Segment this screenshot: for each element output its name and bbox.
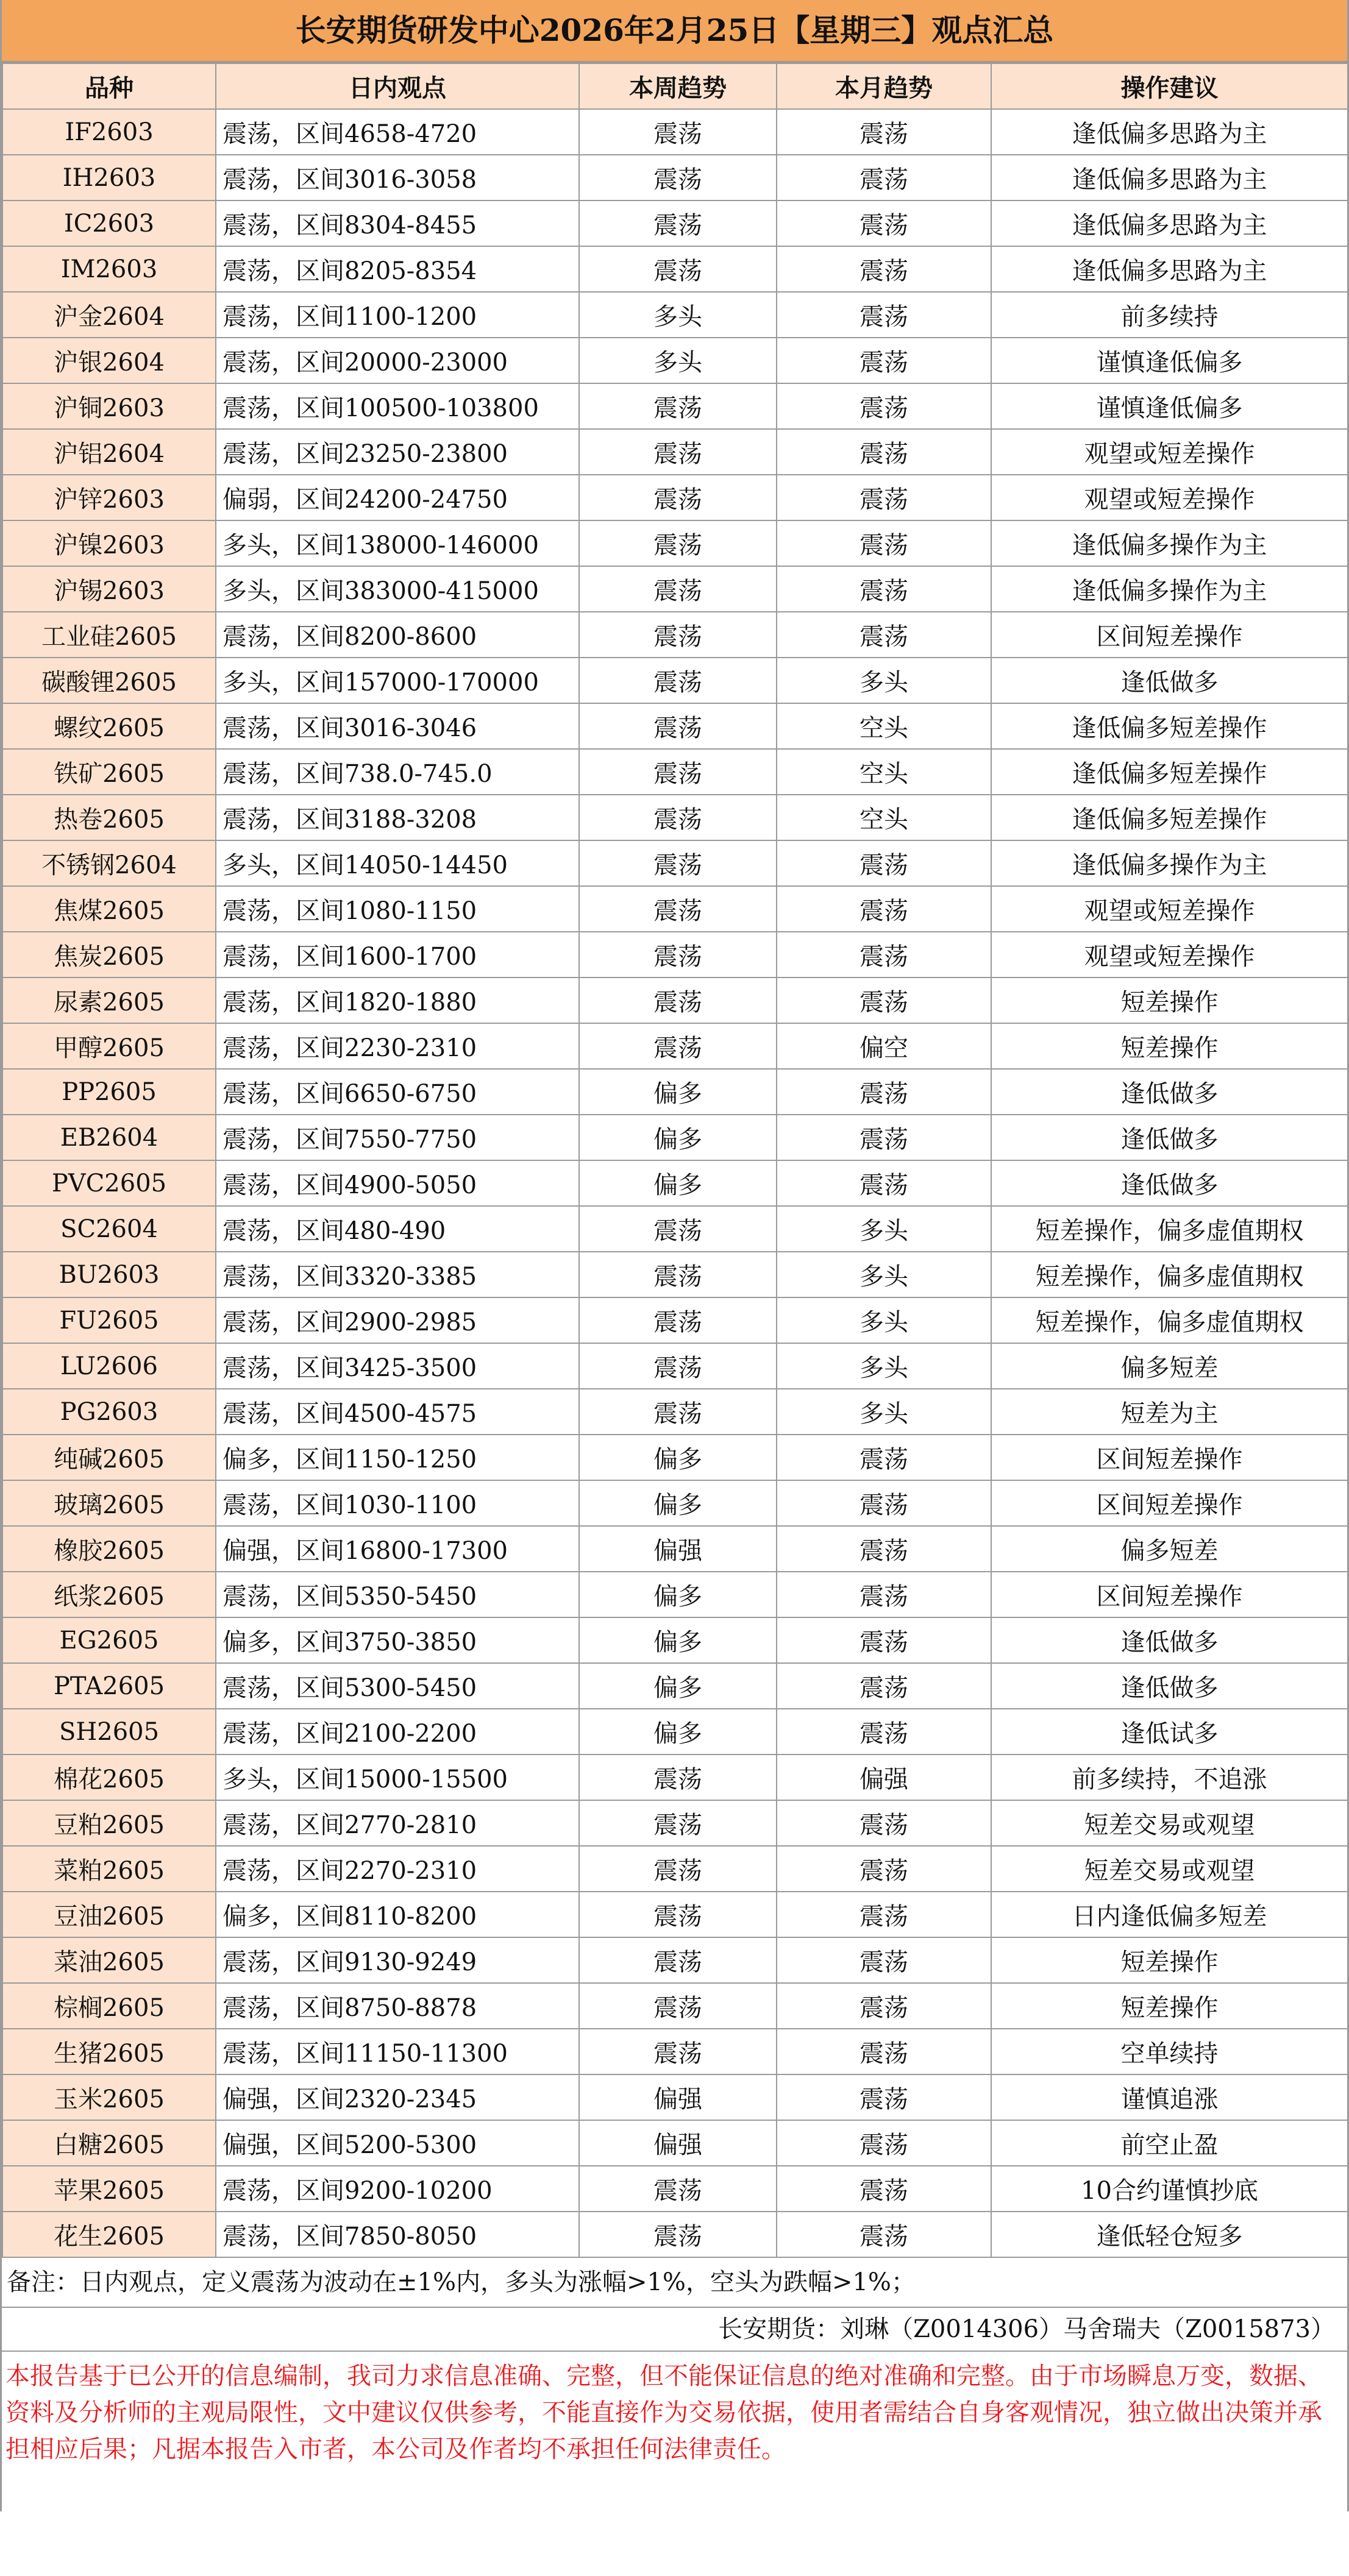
cell-week-trend: 震荡 bbox=[579, 155, 777, 200]
cell-variety: 铁矿2605 bbox=[2, 749, 216, 795]
cell-variety: 豆粕2605 bbox=[2, 1800, 216, 1846]
cell-week-trend: 偏强 bbox=[579, 2074, 777, 2120]
cell-advice: 短差操作 bbox=[991, 978, 1348, 1023]
cell-week-trend: 震荡 bbox=[579, 1297, 777, 1343]
table-body bbox=[2, 109, 1348, 2257]
cell-intraday: 震荡，区间5300-5450 bbox=[216, 1663, 579, 1709]
cell-advice: 观望或短差操作 bbox=[991, 475, 1348, 520]
table-row bbox=[2, 338, 1348, 383]
cell-month-trend: 震荡 bbox=[777, 1709, 991, 1755]
table-row bbox=[2, 520, 1348, 566]
cell-intraday: 震荡，区间1820-1880 bbox=[216, 978, 579, 1023]
cell-advice: 短差操作 bbox=[991, 1023, 1348, 1069]
table-row bbox=[2, 200, 1348, 246]
cell-intraday: 震荡，区间3425-3500 bbox=[216, 1343, 579, 1389]
cell-week-trend: 偏多 bbox=[579, 1069, 777, 1115]
cell-advice: 谨慎逢低偏多 bbox=[991, 338, 1348, 383]
table-row bbox=[2, 1572, 1348, 1617]
cell-intraday: 偏多，区间3750-3850 bbox=[216, 1617, 579, 1663]
cell-week-trend: 震荡 bbox=[579, 1800, 777, 1846]
cell-advice: 逢低做多 bbox=[991, 1617, 1348, 1663]
cell-variety: 白糖2605 bbox=[2, 2120, 216, 2166]
cell-month-trend: 震荡 bbox=[777, 200, 991, 246]
cell-advice: 短差操作 bbox=[991, 1937, 1348, 1983]
header-advice: 操作建议 bbox=[991, 63, 1348, 109]
cell-month-trend: 震荡 bbox=[777, 1160, 991, 1206]
table-row bbox=[2, 1115, 1348, 1160]
table-row bbox=[2, 1023, 1348, 1069]
cell-intraday: 偏强，区间16800-17300 bbox=[216, 1526, 579, 1572]
cell-variety: IC2603 bbox=[2, 200, 216, 246]
cell-advice: 逢低做多 bbox=[991, 1069, 1348, 1115]
cell-week-trend: 偏多 bbox=[579, 1160, 777, 1206]
cell-month-trend: 震荡 bbox=[777, 1846, 991, 1892]
cell-variety: IM2603 bbox=[2, 246, 216, 292]
cell-week-trend: 偏多 bbox=[579, 1115, 777, 1160]
cell-advice: 谨慎追涨 bbox=[991, 2074, 1348, 2120]
cell-month-trend: 震荡 bbox=[777, 1572, 991, 1617]
header-month-trend: 本月趋势 bbox=[777, 63, 991, 109]
cell-advice: 观望或短差操作 bbox=[991, 429, 1348, 475]
cell-advice: 空单续持 bbox=[991, 2029, 1348, 2074]
cell-variety: PTA2605 bbox=[2, 1663, 216, 1709]
cell-intraday: 震荡，区间100500-103800 bbox=[216, 383, 579, 429]
table-row bbox=[2, 2120, 1348, 2166]
cell-week-trend: 偏强 bbox=[579, 1526, 777, 1572]
cell-month-trend: 震荡 bbox=[777, 2166, 991, 2212]
cell-intraday: 偏多，区间1150-1250 bbox=[216, 1435, 579, 1480]
cell-variety: 沪铝2604 bbox=[2, 429, 216, 475]
cell-advice: 短差交易或观望 bbox=[991, 1846, 1348, 1892]
cell-week-trend: 震荡 bbox=[579, 1892, 777, 1937]
cell-variety: PVC2605 bbox=[2, 1160, 216, 1206]
table-row bbox=[2, 978, 1348, 1023]
table-row bbox=[2, 1800, 1348, 1846]
cell-advice: 短差为主 bbox=[991, 1389, 1348, 1435]
header-variety: 品种 bbox=[2, 63, 216, 109]
cell-advice: 逢低做多 bbox=[991, 1160, 1348, 1206]
cell-week-trend: 震荡 bbox=[579, 429, 777, 475]
cell-week-trend: 震荡 bbox=[579, 1389, 777, 1435]
table-row bbox=[2, 795, 1348, 840]
cell-week-trend: 震荡 bbox=[579, 1846, 777, 1892]
table-row bbox=[2, 1983, 1348, 2029]
table-row bbox=[2, 1663, 1348, 1709]
cell-month-trend: 震荡 bbox=[777, 520, 991, 566]
cell-intraday: 震荡，区间20000-23000 bbox=[216, 338, 579, 383]
table-row bbox=[2, 246, 1348, 292]
cell-week-trend: 偏多 bbox=[579, 1480, 777, 1526]
cell-month-trend: 震荡 bbox=[777, 1115, 991, 1160]
cell-intraday: 震荡，区间480-490 bbox=[216, 1206, 579, 1252]
cell-intraday: 震荡，区间4658-4720 bbox=[216, 109, 579, 155]
cell-week-trend: 震荡 bbox=[579, 886, 777, 932]
cell-intraday: 多头，区间138000-146000 bbox=[216, 520, 579, 566]
cell-intraday: 震荡，区间9130-9249 bbox=[216, 1937, 579, 1983]
table-row bbox=[2, 2212, 1348, 2257]
cell-month-trend: 震荡 bbox=[777, 978, 991, 1023]
cell-month-trend: 空头 bbox=[777, 749, 991, 795]
table-row bbox=[2, 1846, 1348, 1892]
cell-intraday: 偏弱，区间24200-24750 bbox=[216, 475, 579, 520]
cell-advice: 短差操作，偏多虚值期权 bbox=[991, 1297, 1348, 1343]
cell-variety: 螺纹2605 bbox=[2, 703, 216, 749]
cell-variety: 豆油2605 bbox=[2, 1892, 216, 1937]
cell-advice: 偏多短差 bbox=[991, 1343, 1348, 1389]
cell-intraday: 震荡，区间8750-8878 bbox=[216, 1983, 579, 2029]
disclaimer: 本报告基于已公开的信息编制，我司力求信息准确、完整，但不能保证信息的绝对准确和完整。由于市场瞬息万变，数据、资料及分析师的主观局限性，文中建议仅供参考，不能直接作为交易依据，使用者需结合自身客观情况，独立做出决策并承担相应后果；凡据本报告入市者，本公司及作者均不承担任何法律责任。 bbox=[5, 2362, 1322, 2463]
cell-variety: 棕榈2605 bbox=[2, 1983, 216, 2029]
table-row bbox=[2, 2074, 1348, 2120]
cell-week-trend: 震荡 bbox=[579, 2029, 777, 2074]
cell-intraday: 多头，区间14050-14450 bbox=[216, 840, 579, 886]
cell-month-trend: 空头 bbox=[777, 795, 991, 840]
table-row bbox=[2, 658, 1348, 703]
cell-week-trend: 震荡 bbox=[579, 2212, 777, 2257]
cell-advice: 逢低试多 bbox=[991, 1709, 1348, 1755]
cell-intraday: 震荡，区间11150-11300 bbox=[216, 2029, 579, 2074]
cell-month-trend: 震荡 bbox=[777, 1480, 991, 1526]
cell-variety: 棉花2605 bbox=[2, 1755, 216, 1800]
cell-advice: 偏多短差 bbox=[991, 1526, 1348, 1572]
views-table bbox=[2, 63, 1348, 2258]
cell-week-trend: 震荡 bbox=[579, 200, 777, 246]
table-row bbox=[2, 1206, 1348, 1252]
table-row bbox=[2, 2029, 1348, 2074]
cell-month-trend: 震荡 bbox=[777, 1526, 991, 1572]
table-row bbox=[2, 292, 1348, 338]
cell-week-trend: 震荡 bbox=[579, 703, 777, 749]
table-row bbox=[2, 1343, 1348, 1389]
cell-intraday: 震荡，区间2900-2985 bbox=[216, 1297, 579, 1343]
cell-variety: 尿素2605 bbox=[2, 978, 216, 1023]
header-intraday: 日内观点 bbox=[216, 63, 579, 109]
cell-variety: 沪铜2603 bbox=[2, 383, 216, 429]
cell-week-trend: 偏多 bbox=[579, 1435, 777, 1480]
cell-week-trend: 震荡 bbox=[579, 1252, 777, 1297]
cell-month-trend: 多头 bbox=[777, 1252, 991, 1297]
cell-advice: 逢低偏多思路为主 bbox=[991, 200, 1348, 246]
cell-month-trend: 多头 bbox=[777, 658, 991, 703]
cell-week-trend: 偏多 bbox=[579, 1617, 777, 1663]
cell-advice: 逢低偏多操作为主 bbox=[991, 566, 1348, 612]
cell-variety: 菜粕2605 bbox=[2, 1846, 216, 1892]
cell-intraday: 偏强，区间2320-2345 bbox=[216, 2074, 579, 2120]
cell-variety: 菜油2605 bbox=[2, 1937, 216, 1983]
cell-week-trend: 震荡 bbox=[579, 658, 777, 703]
cell-advice: 逢低偏多短差操作 bbox=[991, 749, 1348, 795]
cell-intraday: 震荡，区间6650-6750 bbox=[216, 1069, 579, 1115]
cell-month-trend: 震荡 bbox=[777, 840, 991, 886]
cell-month-trend: 震荡 bbox=[777, 1069, 991, 1115]
cell-week-trend: 震荡 bbox=[579, 520, 777, 566]
cell-month-trend: 震荡 bbox=[777, 1892, 991, 1937]
cell-week-trend: 震荡 bbox=[579, 109, 777, 155]
cell-month-trend: 偏空 bbox=[777, 1023, 991, 1069]
cell-advice: 短差交易或观望 bbox=[991, 1800, 1348, 1846]
cell-week-trend: 多头 bbox=[579, 292, 777, 338]
cell-intraday: 震荡，区间8205-8354 bbox=[216, 246, 579, 292]
cell-intraday: 震荡，区间7850-8050 bbox=[216, 2212, 579, 2257]
cell-advice: 逢低做多 bbox=[991, 658, 1348, 703]
authors: 长安期货：刘琳（Z0014306）马舍瑞夫（Z0015873） bbox=[2, 2308, 1347, 2352]
cell-variety: 纯碱2605 bbox=[2, 1435, 216, 1480]
cell-intraday: 震荡，区间738.0-745.0 bbox=[216, 749, 579, 795]
cell-month-trend: 震荡 bbox=[777, 1800, 991, 1846]
cell-intraday: 多头，区间157000-170000 bbox=[216, 658, 579, 703]
cell-month-trend: 震荡 bbox=[777, 1617, 991, 1663]
cell-month-trend: 多头 bbox=[777, 1389, 991, 1435]
cell-intraday: 多头，区间15000-15500 bbox=[216, 1755, 579, 1800]
cell-variety: 生猪2605 bbox=[2, 2029, 216, 2074]
cell-advice: 逢低偏多短差操作 bbox=[991, 703, 1348, 749]
cell-month-trend: 震荡 bbox=[777, 886, 991, 932]
cell-advice: 区间短差操作 bbox=[991, 1572, 1348, 1617]
cell-month-trend: 震荡 bbox=[777, 566, 991, 612]
table-row bbox=[2, 1709, 1348, 1755]
cell-intraday: 震荡，区间2270-2310 bbox=[216, 1846, 579, 1892]
cell-intraday: 偏多，区间8110-8200 bbox=[216, 1892, 579, 1937]
cell-advice: 短差操作，偏多虚值期权 bbox=[991, 1206, 1348, 1252]
cell-variety: SH2605 bbox=[2, 1709, 216, 1755]
cell-variety: 沪银2604 bbox=[2, 338, 216, 383]
cell-week-trend: 震荡 bbox=[579, 1343, 777, 1389]
cell-intraday: 震荡，区间8200-8600 bbox=[216, 612, 579, 658]
cell-week-trend: 震荡 bbox=[579, 978, 777, 1023]
table-row bbox=[2, 1937, 1348, 1983]
cell-month-trend: 震荡 bbox=[777, 246, 991, 292]
table-row bbox=[2, 1892, 1348, 1937]
cell-advice: 逢低偏多思路为主 bbox=[991, 109, 1348, 155]
table-row bbox=[2, 932, 1348, 978]
cell-month-trend: 震荡 bbox=[777, 429, 991, 475]
cell-intraday: 震荡，区间2100-2200 bbox=[216, 1709, 579, 1755]
cell-week-trend: 偏多 bbox=[579, 1663, 777, 1709]
cell-intraday: 震荡，区间4900-5050 bbox=[216, 1160, 579, 1206]
cell-variety: 工业硅2605 bbox=[2, 612, 216, 658]
cell-variety: LU2606 bbox=[2, 1343, 216, 1389]
table-row bbox=[2, 703, 1348, 749]
cell-advice: 逢低做多 bbox=[991, 1115, 1348, 1160]
cell-week-trend: 震荡 bbox=[579, 566, 777, 612]
cell-variety: 焦煤2605 bbox=[2, 886, 216, 932]
cell-month-trend: 震荡 bbox=[777, 1983, 991, 2029]
cell-week-trend: 偏多 bbox=[579, 1709, 777, 1755]
cell-variety: PP2605 bbox=[2, 1069, 216, 1115]
cell-variety: BU2603 bbox=[2, 1252, 216, 1297]
cell-month-trend: 震荡 bbox=[777, 2120, 991, 2166]
cell-month-trend: 多头 bbox=[777, 1343, 991, 1389]
cell-week-trend: 多头 bbox=[579, 338, 777, 383]
cell-month-trend: 多头 bbox=[777, 1297, 991, 1343]
cell-variety: 沪金2604 bbox=[2, 292, 216, 338]
cell-week-trend: 震荡 bbox=[579, 840, 777, 886]
cell-month-trend: 震荡 bbox=[777, 155, 991, 200]
cell-variety: 橡胶2605 bbox=[2, 1526, 216, 1572]
cell-variety: 不锈钢2604 bbox=[2, 840, 216, 886]
table-row bbox=[2, 475, 1348, 520]
cell-week-trend: 震荡 bbox=[579, 246, 777, 292]
cell-month-trend: 偏强 bbox=[777, 1755, 991, 1800]
cell-advice: 逢低偏多思路为主 bbox=[991, 246, 1348, 292]
cell-month-trend: 震荡 bbox=[777, 292, 991, 338]
cell-advice: 逢低做多 bbox=[991, 1663, 1348, 1709]
table-row bbox=[2, 109, 1348, 155]
cell-month-trend: 震荡 bbox=[777, 2029, 991, 2074]
cell-advice: 逢低偏多思路为主 bbox=[991, 155, 1348, 200]
cell-intraday: 震荡，区间3016-3058 bbox=[216, 155, 579, 200]
cell-advice: 日内逢低偏多短差 bbox=[991, 1892, 1348, 1937]
cell-variety: 沪锌2603 bbox=[2, 475, 216, 520]
table-row bbox=[2, 1297, 1348, 1343]
cell-week-trend: 震荡 bbox=[579, 1023, 777, 1069]
cell-variety: PG2603 bbox=[2, 1389, 216, 1435]
cell-advice: 观望或短差操作 bbox=[991, 886, 1348, 932]
table-row bbox=[2, 383, 1348, 429]
cell-variety: 碳酸锂2605 bbox=[2, 658, 216, 703]
header-week-trend: 本周趋势 bbox=[579, 63, 777, 109]
cell-intraday: 震荡，区间4500-4575 bbox=[216, 1389, 579, 1435]
cell-month-trend: 震荡 bbox=[777, 1937, 991, 1983]
table-row bbox=[2, 155, 1348, 200]
cell-intraday: 震荡，区间8304-8455 bbox=[216, 200, 579, 246]
cell-intraday: 震荡，区间23250-23800 bbox=[216, 429, 579, 475]
cell-variety: EG2605 bbox=[2, 1617, 216, 1663]
cell-week-trend: 震荡 bbox=[579, 1206, 777, 1252]
cell-advice: 前空止盈 bbox=[991, 2120, 1348, 2166]
cell-advice: 前多续持，不追涨 bbox=[991, 1755, 1348, 1800]
cell-week-trend: 震荡 bbox=[579, 2166, 777, 2212]
table-row bbox=[2, 1389, 1348, 1435]
cell-week-trend: 震荡 bbox=[579, 1983, 777, 2029]
cell-advice: 逢低偏多操作为主 bbox=[991, 840, 1348, 886]
cell-advice: 观望或短差操作 bbox=[991, 932, 1348, 978]
cell-intraday: 震荡，区间1600-1700 bbox=[216, 932, 579, 978]
cell-intraday: 震荡，区间5350-5450 bbox=[216, 1572, 579, 1617]
header-row bbox=[2, 63, 1348, 109]
cell-week-trend: 震荡 bbox=[579, 932, 777, 978]
cell-advice: 区间短差操作 bbox=[991, 612, 1348, 658]
table-row bbox=[2, 2166, 1348, 2212]
cell-variety: SC2604 bbox=[2, 1206, 216, 1252]
cell-week-trend: 震荡 bbox=[579, 795, 777, 840]
table-row bbox=[2, 1435, 1348, 1480]
cell-variety: IH2603 bbox=[2, 155, 216, 200]
table-row bbox=[2, 1617, 1348, 1663]
note: 备注：日内观点，定义震荡为波动在±1%内，多头为涨幅>1%，空头为跌幅>1%； bbox=[2, 2258, 1347, 2308]
cell-variety: 沪镍2603 bbox=[2, 520, 216, 566]
cell-week-trend: 震荡 bbox=[579, 1937, 777, 1983]
cell-advice: 谨慎逢低偏多 bbox=[991, 383, 1348, 429]
cell-month-trend: 震荡 bbox=[777, 383, 991, 429]
table-row bbox=[2, 749, 1348, 795]
cell-intraday: 震荡，区间3188-3208 bbox=[216, 795, 579, 840]
cell-advice: 短差操作，偏多虚值期权 bbox=[991, 1252, 1348, 1297]
cell-variety: 玻璃2605 bbox=[2, 1480, 216, 1526]
table-row bbox=[2, 612, 1348, 658]
cell-variety: 玉米2605 bbox=[2, 2074, 216, 2120]
cell-month-trend: 多头 bbox=[777, 1206, 991, 1252]
cell-intraday: 偏强，区间5200-5300 bbox=[216, 2120, 579, 2166]
cell-variety: 纸浆2605 bbox=[2, 1572, 216, 1617]
cell-intraday: 震荡，区间2770-2810 bbox=[216, 1800, 579, 1846]
cell-advice: 短差操作 bbox=[991, 1983, 1348, 2029]
cell-advice: 区间短差操作 bbox=[991, 1480, 1348, 1526]
table-row bbox=[2, 429, 1348, 475]
cell-variety: 沪锡2603 bbox=[2, 566, 216, 612]
cell-month-trend: 震荡 bbox=[777, 475, 991, 520]
table-row bbox=[2, 886, 1348, 932]
cell-week-trend: 偏强 bbox=[579, 2120, 777, 2166]
cell-intraday: 震荡，区间3320-3385 bbox=[216, 1252, 579, 1297]
cell-week-trend: 震荡 bbox=[579, 383, 777, 429]
cell-intraday: 震荡，区间3016-3046 bbox=[216, 703, 579, 749]
cell-month-trend: 震荡 bbox=[777, 2212, 991, 2257]
cell-variety: 甲醇2605 bbox=[2, 1023, 216, 1069]
cell-variety: 苹果2605 bbox=[2, 2166, 216, 2212]
table-row bbox=[2, 840, 1348, 886]
cell-month-trend: 震荡 bbox=[777, 2074, 991, 2120]
cell-week-trend: 震荡 bbox=[579, 749, 777, 795]
table-row bbox=[2, 566, 1348, 612]
table-row bbox=[2, 1480, 1348, 1526]
cell-month-trend: 震荡 bbox=[777, 1435, 991, 1480]
cell-variety: 热卷2605 bbox=[2, 795, 216, 840]
cell-month-trend: 震荡 bbox=[777, 109, 991, 155]
cell-advice: 逢低偏多短差操作 bbox=[991, 795, 1348, 840]
cell-variety: EB2604 bbox=[2, 1115, 216, 1160]
cell-advice: 前多续持 bbox=[991, 292, 1348, 338]
cell-month-trend: 震荡 bbox=[777, 932, 991, 978]
cell-intraday: 震荡，区间2230-2310 bbox=[216, 1023, 579, 1069]
cell-variety: 焦炭2605 bbox=[2, 932, 216, 978]
cell-month-trend: 震荡 bbox=[777, 612, 991, 658]
table-row bbox=[2, 1755, 1348, 1800]
cell-month-trend: 震荡 bbox=[777, 338, 991, 383]
cell-variety: IF2603 bbox=[2, 109, 216, 155]
cell-month-trend: 空头 bbox=[777, 703, 991, 749]
cell-week-trend: 震荡 bbox=[579, 612, 777, 658]
cell-intraday: 多头，区间383000-415000 bbox=[216, 566, 579, 612]
cell-intraday: 震荡，区间1030-1100 bbox=[216, 1480, 579, 1526]
cell-week-trend: 震荡 bbox=[579, 475, 777, 520]
cell-intraday: 震荡，区间1100-1200 bbox=[216, 292, 579, 338]
cell-intraday: 震荡，区间7550-7750 bbox=[216, 1115, 579, 1160]
cell-intraday: 震荡，区间9200-10200 bbox=[216, 2166, 579, 2212]
table-row bbox=[2, 1069, 1348, 1115]
cell-variety: 花生2605 bbox=[2, 2212, 216, 2257]
cell-week-trend: 震荡 bbox=[579, 1755, 777, 1800]
table-row bbox=[2, 1526, 1348, 1572]
cell-advice: 逢低轻仓短多 bbox=[991, 2212, 1348, 2257]
table-row bbox=[2, 1160, 1348, 1206]
cell-advice: 区间短差操作 bbox=[991, 1435, 1348, 1480]
table-row bbox=[2, 1252, 1348, 1297]
cell-week-trend: 偏多 bbox=[579, 1572, 777, 1617]
cell-intraday: 震荡，区间1080-1150 bbox=[216, 886, 579, 932]
cell-advice: 逢低偏多操作为主 bbox=[991, 520, 1348, 566]
cell-month-trend: 震荡 bbox=[777, 1663, 991, 1709]
cell-variety: FU2605 bbox=[2, 1297, 216, 1343]
report-title: 长安期货研发中心2026年2月25日【星期三】观点汇总 bbox=[2, 0, 1347, 63]
cell-advice: 10合约谨慎抄底 bbox=[991, 2166, 1348, 2212]
